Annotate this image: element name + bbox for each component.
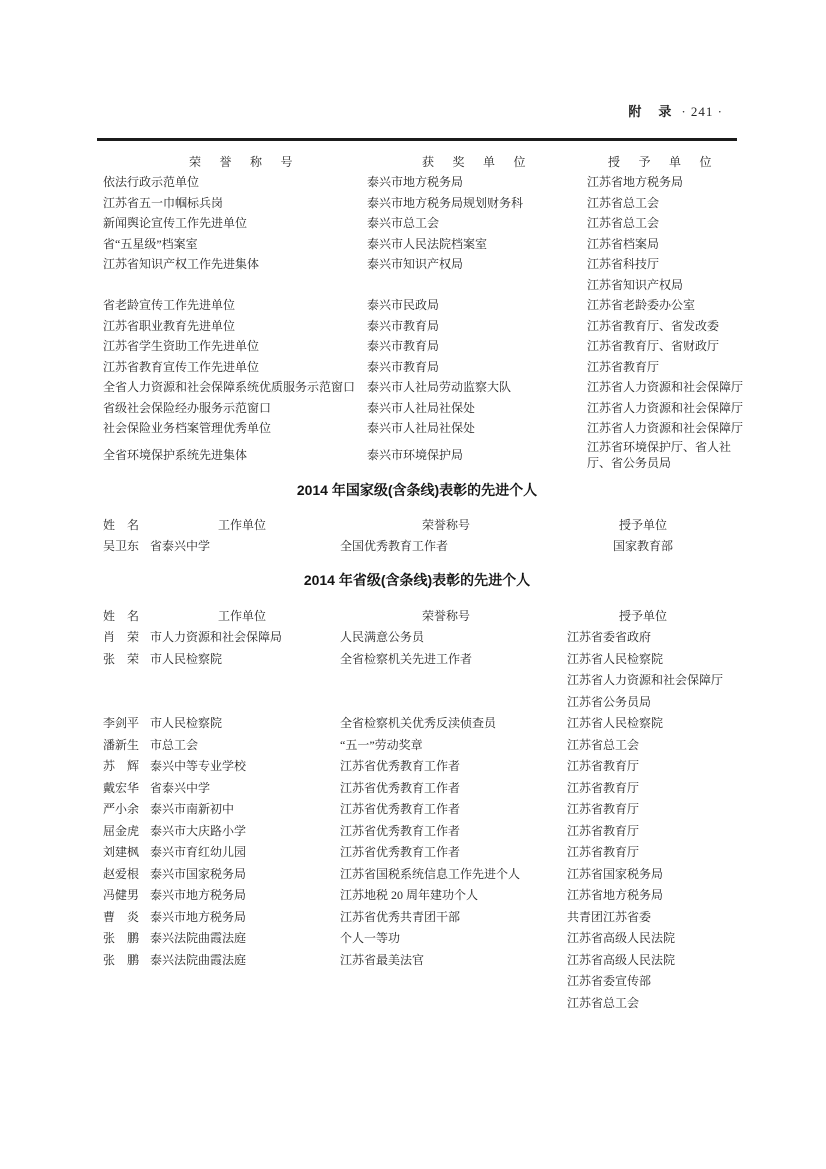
winner-cell: 泰兴市地方税务局 <box>367 175 464 189</box>
table-row <box>97 418 744 439</box>
awarder-cell <box>587 336 747 357</box>
awarder-cell <box>564 778 737 800</box>
honor-cell: 全省检察机关优秀反渎侦查员 <box>340 716 497 730</box>
honor-cell: 人民满意公务员 <box>340 630 425 644</box>
column-header-name: 姓 名 <box>103 517 140 532</box>
table-row <box>97 821 737 843</box>
awarder-cell <box>564 907 737 929</box>
honor-cell: 省老龄宣传工作先进单位 <box>103 298 236 312</box>
awarder-line: 江苏省知识产权局 <box>587 277 684 292</box>
winner-cell: 泰兴市教育局 <box>367 318 440 333</box>
column-header-winner: 获奖单位 <box>422 154 545 169</box>
awarder-line: 江苏省总工会 <box>587 195 660 210</box>
unit-cell: 泰兴市国家税务局 <box>150 866 247 881</box>
awarder-cell <box>587 439 747 472</box>
column-header-honor: 荣誉称号 <box>422 517 471 532</box>
awarder-cell <box>564 885 737 907</box>
winner-cell: 泰兴市总工会 <box>367 216 440 230</box>
awarder-cell <box>564 842 737 864</box>
name-cell: 戴宏华 <box>103 780 140 795</box>
awarder-line: 江苏省环境保护厅、省人社 <box>587 439 732 454</box>
name-cell: 曹 炎 <box>103 909 140 924</box>
awarder-line: 江苏省教育厅 <box>567 845 640 859</box>
honor-cell: 江苏省最美法官 <box>340 952 425 967</box>
page-number: · 241 · <box>681 104 723 119</box>
table-row <box>97 336 737 357</box>
appendix-label: 附 录 <box>628 104 674 119</box>
table-row <box>97 649 737 714</box>
winner-cell: 泰兴市人社局劳动监察大队 <box>367 380 512 394</box>
table-row <box>97 950 737 1015</box>
honor-cell: 江苏地税 20 周年建功个人 <box>340 888 479 902</box>
table-header-row <box>97 606 737 628</box>
provincial-individuals-table <box>97 606 737 1015</box>
awarder-cell <box>587 234 747 255</box>
awarder-line: 江苏省公务员局 <box>567 694 652 709</box>
table-row <box>97 193 737 214</box>
winner-cell: 泰兴市教育局 <box>367 339 440 353</box>
table-row <box>97 627 737 649</box>
name-cell: 吴卫东 <box>103 539 140 553</box>
name-cell: 刘建枫 <box>103 845 140 859</box>
table-row <box>97 799 737 821</box>
name-cell: 李剑平 <box>103 716 140 730</box>
table-row <box>97 842 737 864</box>
winner-cell: 泰兴市人民法院档案室 <box>367 236 488 251</box>
table-row <box>97 316 737 337</box>
column-header-name: 姓 名 <box>103 608 140 623</box>
name-cell: 肖 荣 <box>103 630 140 644</box>
honor-cell: 江苏省五一巾帼标兵岗 <box>103 195 224 210</box>
running-head <box>97 0 737 120</box>
honor-cell: 江苏省优秀教育工作者 <box>340 780 461 795</box>
unit-cell: 省泰兴中学 <box>150 539 211 553</box>
awarder-line: 厅、省公务员局 <box>587 456 672 470</box>
honor-cell: “五一”劳动奖章 <box>340 737 423 752</box>
awarder-line: 江苏省总工会 <box>567 995 640 1010</box>
honor-cell: 新闻舆论宣传工作先进单位 <box>103 216 248 230</box>
unit-cell: 市人民检察院 <box>150 651 223 666</box>
awarder-cell <box>564 799 737 821</box>
header-rule <box>97 138 737 141</box>
name-cell: 苏 辉 <box>103 759 140 773</box>
awarder-cell <box>587 316 747 337</box>
column-header-unit: 工作单位 <box>218 517 267 532</box>
table-row <box>97 713 737 735</box>
awarder-line: 国家教育部 <box>613 539 674 553</box>
column-header-honor: 荣誉称号 <box>422 608 471 623</box>
unit-cell: 泰兴市地方税务局 <box>150 888 247 902</box>
column-header-awarder: 授予单位 <box>608 154 731 169</box>
awarder-line: 江苏省人民检察院 <box>567 716 664 730</box>
table-row <box>97 756 737 778</box>
table-row <box>97 885 737 907</box>
awarder-line: 江苏省委省政府 <box>567 630 652 644</box>
unit-cell: 泰兴市大庆路小学 <box>150 823 247 838</box>
honor-cell: 全省环境保护系统先进集体 <box>103 447 248 462</box>
awarder-cell <box>564 821 737 843</box>
awarder-line: 江苏省高级人民法院 <box>567 931 676 945</box>
honor-cell: 个人一等功 <box>340 931 401 945</box>
honor-cell: 省级社会保险经办服务示范窗口 <box>103 400 272 415</box>
awarder-line: 江苏省地方税务局 <box>567 888 664 902</box>
table-body <box>97 536 737 558</box>
honor-cell: 江苏省职业教育先进单位 <box>103 318 236 333</box>
table-row <box>97 172 737 193</box>
awarder-cell <box>564 928 737 950</box>
awarder-cell <box>564 649 737 714</box>
column-header-honor: 荣誉称号 <box>189 154 312 169</box>
awarder-line: 江苏省科技厅 <box>587 257 660 271</box>
name-cell: 屈金虎 <box>103 823 140 838</box>
name-cell: 严小余 <box>103 802 140 816</box>
awarder-line: 江苏省人力资源和社会保障厅 <box>567 673 724 687</box>
awarder-cell <box>564 950 737 1015</box>
table-row <box>97 778 737 800</box>
winner-cell: 泰兴市知识产权局 <box>367 257 464 271</box>
table-header-row <box>97 515 737 537</box>
awarder-line: 江苏省人力资源和社会保障厅 <box>587 421 744 435</box>
winner-cell: 泰兴市人社局社保处 <box>367 421 476 435</box>
unit-cell: 市人力资源和社会保障局 <box>150 630 283 644</box>
awarder-line: 江苏省总工会 <box>587 216 660 230</box>
winner-cell: 泰兴市人社局社保处 <box>367 400 476 415</box>
unit-cell: 泰兴法院曲霞法庭 <box>150 952 247 967</box>
table-row <box>97 295 737 316</box>
honor-cell: 江苏省优秀教育工作者 <box>340 823 461 838</box>
unit-cell: 泰兴法院曲霞法庭 <box>150 931 247 945</box>
winner-cell: 泰兴市民政局 <box>367 298 440 312</box>
awarder-cell <box>587 193 747 214</box>
awarder-cell <box>587 377 747 398</box>
awarder-line: 江苏省教育厅 <box>567 759 640 773</box>
table-row <box>97 377 744 398</box>
section-title-national: 2014 年国家级(含条线)表彰的先进个人 <box>296 481 538 498</box>
awarder-cell <box>587 213 747 234</box>
name-cell: 潘新生 <box>103 737 140 752</box>
awarder-cell <box>564 756 737 778</box>
awarder-line: 江苏省档案局 <box>587 236 660 251</box>
collective-honors-table <box>97 152 744 472</box>
unit-cell: 泰兴中等专业学校 <box>150 759 247 773</box>
table-row <box>97 928 737 950</box>
unit-cell: 市总工会 <box>150 737 199 752</box>
table-row <box>97 907 737 929</box>
unit-cell: 省泰兴中学 <box>150 780 211 795</box>
awarder-cell <box>564 627 737 649</box>
winner-cell: 泰兴市教育局 <box>367 359 440 374</box>
name-cell: 冯健男 <box>103 888 140 902</box>
column-header-unit: 工作单位 <box>218 608 267 623</box>
awarder-cell <box>587 295 747 316</box>
table-body <box>97 172 744 472</box>
name-cell: 张 鹏 <box>103 931 140 945</box>
name-cell: 张 荣 <box>103 651 140 666</box>
unit-cell: 泰兴市地方税务局 <box>150 909 247 924</box>
awarder-cell <box>564 864 737 886</box>
table-row <box>97 864 737 886</box>
name-cell: 张 鹏 <box>103 952 140 967</box>
national-individuals-table <box>97 515 737 558</box>
winner-cell: 泰兴市地方税务局规划财务科 <box>367 195 524 210</box>
awarder-line: 江苏省教育厅、省财政厅 <box>587 339 720 353</box>
honor-cell: 全国优秀教育工作者 <box>340 539 449 553</box>
awarder-line: 江苏省人民检察院 <box>567 651 664 666</box>
awarder-line: 江苏省委宣传部 <box>567 974 652 988</box>
honor-cell: 江苏省优秀教育工作者 <box>340 759 461 773</box>
unit-cell: 市人民检察院 <box>150 716 223 730</box>
unit-cell: 泰兴市南新初中 <box>150 802 235 816</box>
table-row <box>97 735 737 757</box>
honor-cell: 社会保险业务档案管理优秀单位 <box>103 421 272 435</box>
honor-cell: 江苏省知识产权工作先进集体 <box>103 257 260 271</box>
unit-cell: 泰兴市育红幼儿园 <box>150 845 247 859</box>
honor-cell: 省“五星级”档案室 <box>103 236 198 251</box>
honor-cell: 江苏省优秀教育工作者 <box>340 845 461 859</box>
section-title-provincial: 2014 年省级(含条线)表彰的先进个人 <box>303 571 531 588</box>
table-row <box>97 357 737 378</box>
table-header-row <box>97 152 737 173</box>
awarder-cell <box>564 536 737 558</box>
table-body <box>97 627 737 1014</box>
awarder-line: 江苏省老龄委办公室 <box>587 298 696 312</box>
awarder-cell <box>564 735 737 757</box>
name-cell: 赵爱根 <box>103 866 140 881</box>
table-row <box>97 213 737 234</box>
honor-cell: 全省人力资源和社会保障系统优质服务示范窗口 <box>103 380 356 394</box>
awarder-line: 江苏省教育厅 <box>567 823 640 838</box>
table-row <box>97 234 737 255</box>
awarder-cell <box>587 357 747 378</box>
awarder-line: 江苏省国家税务局 <box>567 866 664 881</box>
honor-cell: 江苏省优秀共青团干部 <box>340 909 461 924</box>
honor-cell: 江苏省优秀教育工作者 <box>340 802 461 816</box>
page-content <box>97 0 744 1014</box>
awarder-line: 江苏省教育厅 <box>587 359 660 374</box>
honor-cell: 依法行政示范单位 <box>103 175 200 189</box>
awarder-line: 江苏省人力资源和社会保障厅 <box>587 380 744 394</box>
honor-cell: 全省检察机关先进工作者 <box>340 651 473 666</box>
winner-cell: 泰兴市环境保护局 <box>367 447 464 462</box>
honor-cell: 江苏省教育宣传工作先进单位 <box>103 359 260 374</box>
awarder-line: 江苏省总工会 <box>567 737 640 752</box>
awarder-line: 江苏省地方税务局 <box>587 175 684 189</box>
awarder-cell <box>587 418 747 439</box>
table-row <box>97 398 744 419</box>
awarder-line: 江苏省教育厅、省发改委 <box>587 318 720 333</box>
honor-cell: 江苏省学生资助工作先进单位 <box>103 339 260 353</box>
awarder-line: 江苏省教育厅 <box>567 780 640 795</box>
awarder-line: 江苏省高级人民法院 <box>567 952 676 967</box>
awarder-line: 共青团江苏省委 <box>567 909 652 924</box>
awarder-cell <box>587 398 747 419</box>
awarder-cell <box>587 172 747 193</box>
table-row <box>97 536 737 558</box>
honor-cell: 江苏省国税系统信息工作先进个人 <box>340 866 521 881</box>
table-row <box>97 254 737 295</box>
column-header-awarder: 授予单位 <box>619 608 668 623</box>
awarder-line: 江苏省教育厅 <box>567 802 640 816</box>
awarder-line: 江苏省人力资源和社会保障厅 <box>587 400 744 415</box>
awarder-cell <box>564 713 737 735</box>
awarder-cell <box>587 254 747 295</box>
column-header-awarder: 授予单位 <box>619 517 668 532</box>
table-row <box>97 439 737 472</box>
